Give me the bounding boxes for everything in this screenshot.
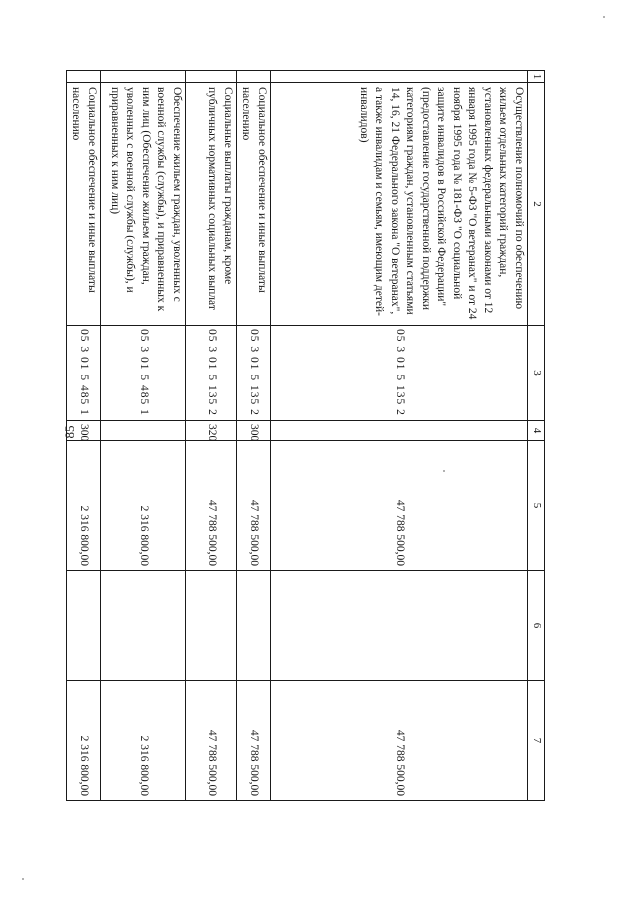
row-col5-amount: 47 788 500,00 [186,441,237,571]
row-cvr-code: 300 [237,421,271,441]
table-row [271,71,528,801]
cell-col1 [67,71,101,83]
header-cell-5: 5 [528,441,545,571]
header-cell-3: 3 [528,326,545,421]
cell-col1 [237,71,271,83]
row-col7-amount: 47 788 500,00 [271,681,528,801]
row-col6-amount [237,571,271,681]
header-cell-4: 4 [528,421,545,441]
table-row [67,71,101,801]
header-cell-6: 6 [528,571,545,681]
scan-speck [603,16,605,18]
row-csr-code: 05 3 01 5 135 2 [271,326,528,421]
row-name: Осуществление полномочий по обеспечению жильем отдельных категорий граждан, установленных федеральными законами от 12 января 1995 года № 5-ФЗ "О ветеранах" и от 24 ноября 1995 года № 181-ФЗ "О социальной защите инвалидов в Российской Федерации" (предоставление государственной поддержки категориям граждан, установленным статьями 14, 16, 21 Федерального закона "О ветеранах", а также инвалидам и семьям, имеющим детей-инвалидов) [271,83,528,326]
row-cvr-code [271,421,528,441]
row-col7-amount: 2 316 800,00 [67,681,101,801]
row-col5-amount: 47 788 500,00 [237,441,271,571]
row-col5-amount: 2 316 800,00 [67,441,101,571]
header-row [528,71,545,801]
row-name: Социальные выплаты гражданам, кроме публичных нормативных социальных выплат [186,83,237,326]
table-row [186,71,237,801]
header-cell-2: 2 [528,83,545,326]
rotated-table-container [68,70,545,800]
row-csr-code: 05 3 01 5 485 1 [101,326,186,421]
row-col5-amount: 47 788 500,00 [271,441,528,571]
header-cell-1: 1 [528,71,545,83]
cell-col1 [186,71,237,83]
row-name: Социальное обеспечение и иные выплаты населению [67,83,101,326]
scan-speck [22,878,24,880]
row-col7-amount: 47 788 500,00 [186,681,237,801]
row-col6-amount [101,571,186,681]
table-row [237,71,271,801]
row-name: Обеспечение жильем граждан, уволенных с военной службы (службы), и приравненных к ним лиц (Обеспечение жильем граждан, уволенных с военной службы (службы), и приравненных к ним лиц) [101,83,186,326]
table-row [101,71,186,801]
row-col6-amount [271,571,528,681]
row-cvr-code: 320 [186,421,237,441]
header-cell-7: 7 [528,681,545,801]
row-csr-code: 05 3 01 5 485 1 [67,326,101,421]
page-number: 85 [62,425,77,439]
row-col5-amount: 2 316 800,00 [101,441,186,571]
row-csr-code: 05 3 01 5 135 2 [237,326,271,421]
row-col7-amount: 47 788 500,00 [237,681,271,801]
row-col6-amount [67,571,101,681]
row-cvr-code: 300 [67,421,101,441]
budget-table [66,70,545,801]
cell-col1 [101,71,186,83]
row-name: Социальное обеспечение и иные выплаты населению [237,83,271,326]
row-csr-code: 05 3 01 5 135 2 [186,326,237,421]
row-col6-amount [186,571,237,681]
row-col7-amount: 2 316 800,00 [101,681,186,801]
row-cvr-code [101,421,186,441]
cell-col1 [271,71,528,83]
